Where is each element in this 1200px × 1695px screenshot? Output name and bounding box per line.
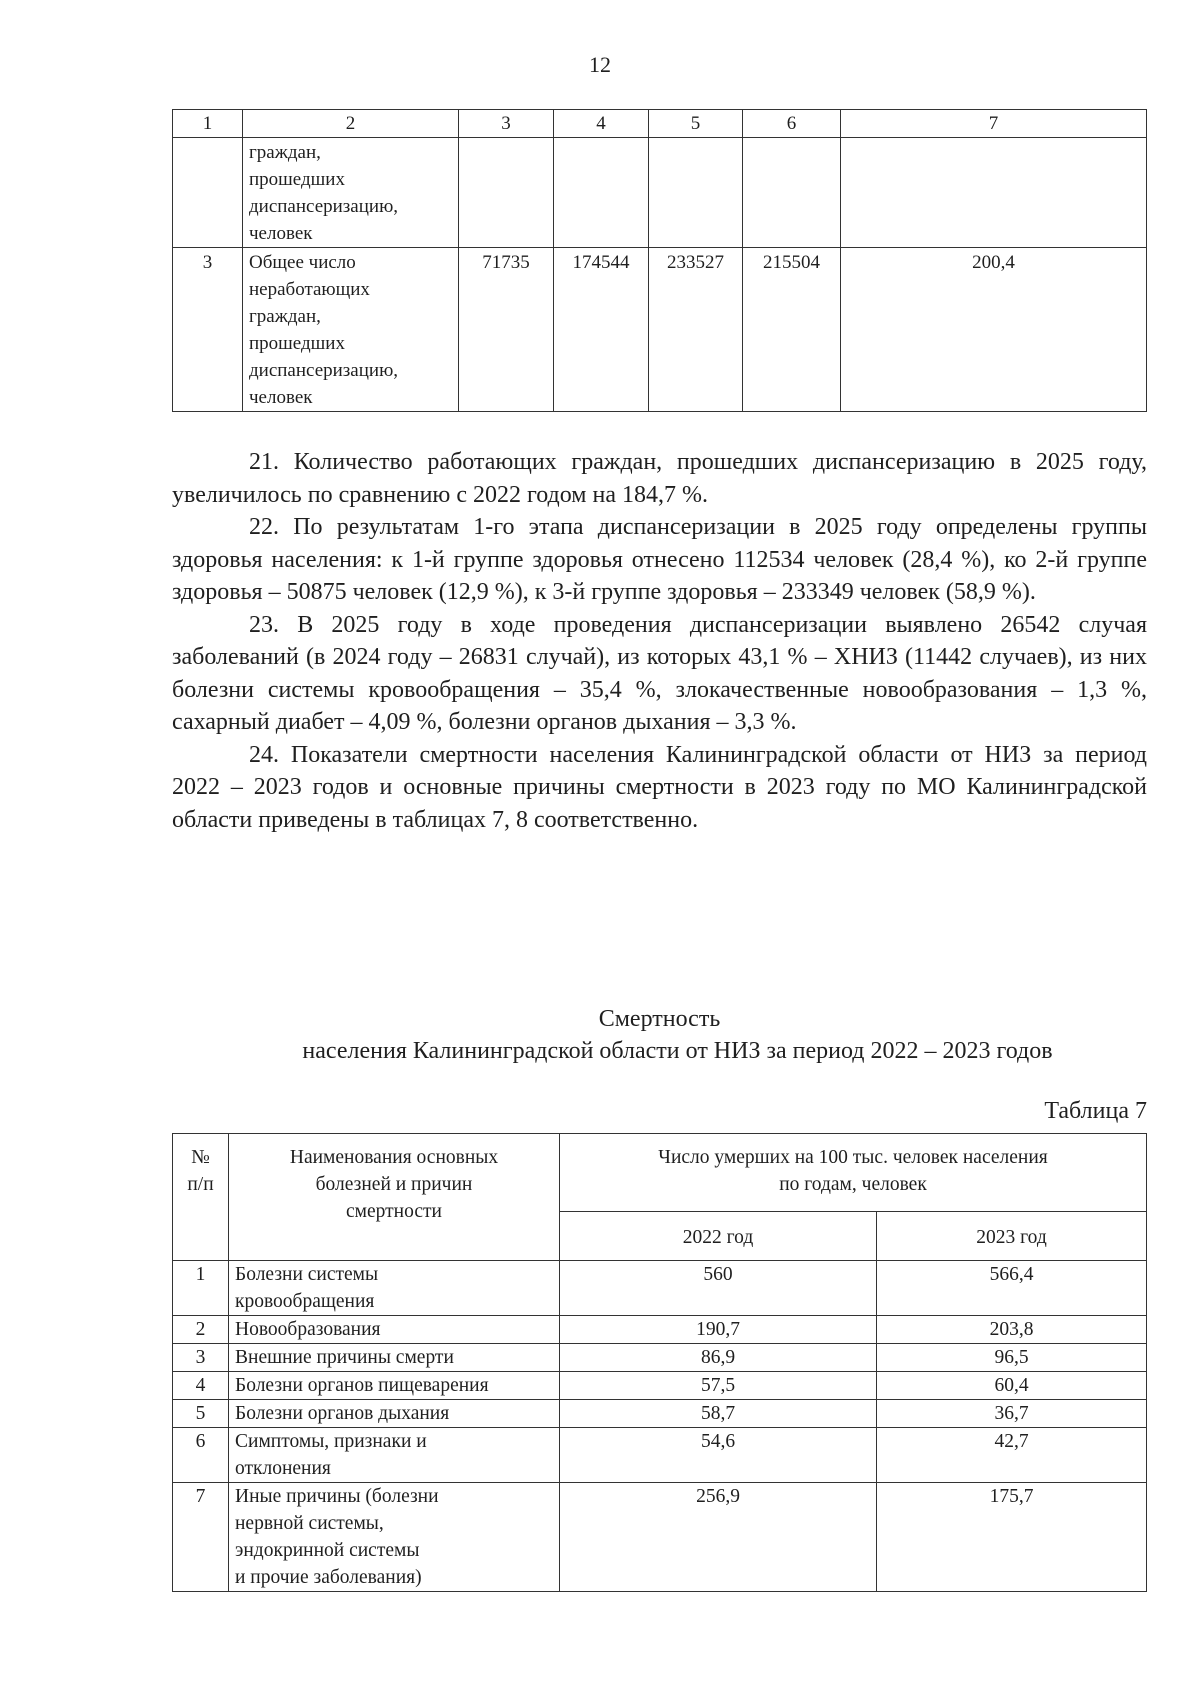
value-2022: 58,7 <box>560 1400 877 1428</box>
value-2022: 86,9 <box>560 1344 877 1372</box>
row-name: Иные причины (болезни нервной системы, эндокринной системы и прочие заболевания) <box>229 1483 560 1592</box>
column-number: 3 <box>459 110 554 138</box>
table-cell: 71735 <box>459 248 554 412</box>
table-row <box>173 1400 1147 1428</box>
column-number: 1 <box>173 110 243 138</box>
row-name: Болезни органов дыхания <box>229 1400 560 1428</box>
row-label: Общее число неработающих граждан, прошедших диспансеризацию, человек <box>243 248 459 412</box>
table-cell: 200,4 <box>841 248 1147 412</box>
table-cell: 174544 <box>554 248 649 412</box>
row-number: 6 <box>173 1428 229 1483</box>
row-name: Новообразования <box>229 1316 560 1344</box>
table-cell <box>459 138 554 248</box>
row-number: 7 <box>173 1483 229 1592</box>
table-cell <box>743 138 841 248</box>
row-name: Болезни системы кровообращения <box>229 1261 560 1316</box>
value-2023: 42,7 <box>877 1428 1147 1483</box>
value-2022: 54,6 <box>560 1428 877 1483</box>
value-2023: 175,7 <box>877 1483 1147 1592</box>
table-header-row <box>173 110 1147 138</box>
column-number: 2 <box>243 110 459 138</box>
row-number: 4 <box>173 1372 229 1400</box>
table-row <box>173 138 1147 248</box>
header-deaths-per-100k: Число умерших на 100 тыс. человек населения по годам, человек <box>560 1134 1147 1212</box>
table-cell: 233527 <box>649 248 743 412</box>
row-name: Болезни органов пищеварения <box>229 1372 560 1400</box>
table-row <box>173 248 1147 412</box>
row-number: 5 <box>173 1400 229 1428</box>
paragraph-23: 23. В 2025 году в ходе проведения диспансеризации выявлено 26542 случая заболеваний (в 2024 году – 26831 случай), из которых 43,1 % – ХНИЗ (11442 случаев), из них болезни системы кровообращения – 35,4 %, злокачественные новообразования – 1,3 %, сахарный диабет – 4,09 %, болезни органов дыхания – 3,3 %. <box>172 611 1147 735</box>
header-year-2023: 2023 год <box>877 1212 1147 1261</box>
header-number: № п/п <box>173 1134 229 1261</box>
row-number <box>173 138 243 248</box>
column-number: 6 <box>743 110 841 138</box>
table-subtitle: населения Калининградской области от НИЗ за период 2022 – 2023 годов <box>302 1038 1053 1064</box>
value-2022: 57,5 <box>560 1372 877 1400</box>
table-cell: 215504 <box>743 248 841 412</box>
column-number: 7 <box>841 110 1147 138</box>
value-2022: 190,7 <box>560 1316 877 1344</box>
body-text <box>172 446 1147 836</box>
row-name: Внешние причины смерти <box>229 1344 560 1372</box>
row-number: 2 <box>173 1316 229 1344</box>
row-label: граждан, прошедших диспансеризацию, человек <box>243 138 459 248</box>
value-2022: 256,9 <box>560 1483 877 1592</box>
row-number: 3 <box>173 248 243 412</box>
column-number: 5 <box>649 110 743 138</box>
table-header-row <box>173 1134 1147 1212</box>
table-title: Смертность <box>598 1006 721 1032</box>
value-2023: 96,5 <box>877 1344 1147 1372</box>
table-row <box>173 1372 1147 1400</box>
table-cell <box>649 138 743 248</box>
table-row <box>173 1316 1147 1344</box>
page-number: 12 <box>589 52 611 77</box>
value-2022: 560 <box>560 1261 877 1316</box>
table-label: Таблица 7 <box>1044 1098 1147 1124</box>
table-row <box>173 1483 1147 1592</box>
paragraph-24: 24. Показатели смертности населения Калининградской области от НИЗ за период 2022 – 2023 годов и основные причины смертности в 2023 году по МО Калининградской области приведены в таблицах 7, 8 соответственно. <box>172 741 1147 833</box>
paragraph-21: 21. Количество работающих граждан, прошедших диспансеризацию в 2025 году, увеличилось по сравнению с 2022 годом на 184,7 %. <box>172 449 1147 508</box>
header-disease-name: Наименования основных болезней и причин смертности <box>229 1134 560 1261</box>
row-number: 1 <box>173 1261 229 1316</box>
mortality-table <box>172 1133 1147 1592</box>
row-number: 3 <box>173 1344 229 1372</box>
paragraph-22: 22. По результатам 1-го этапа диспансеризации в 2025 году определены группы здоровья населения: к 1-й группе здоровья отнесено 112534 человек (28,4 %), ко 2-й группе здоровья – 50875 человек (12,9 %), к 3-й группе здоровья – 233349 человек (58,9 %). <box>172 514 1147 605</box>
row-name: Симптомы, признаки и отклонения <box>229 1428 560 1483</box>
value-2023: 566,4 <box>877 1261 1147 1316</box>
column-number: 4 <box>554 110 649 138</box>
table-row <box>173 1428 1147 1483</box>
table-row <box>173 1261 1147 1316</box>
value-2023: 203,8 <box>877 1316 1147 1344</box>
table-cell <box>554 138 649 248</box>
table-row <box>173 1344 1147 1372</box>
continuation-table <box>172 109 1147 412</box>
table-cell <box>841 138 1147 248</box>
value-2023: 36,7 <box>877 1400 1147 1428</box>
value-2023: 60,4 <box>877 1372 1147 1400</box>
header-year-2022: 2022 год <box>560 1212 877 1261</box>
